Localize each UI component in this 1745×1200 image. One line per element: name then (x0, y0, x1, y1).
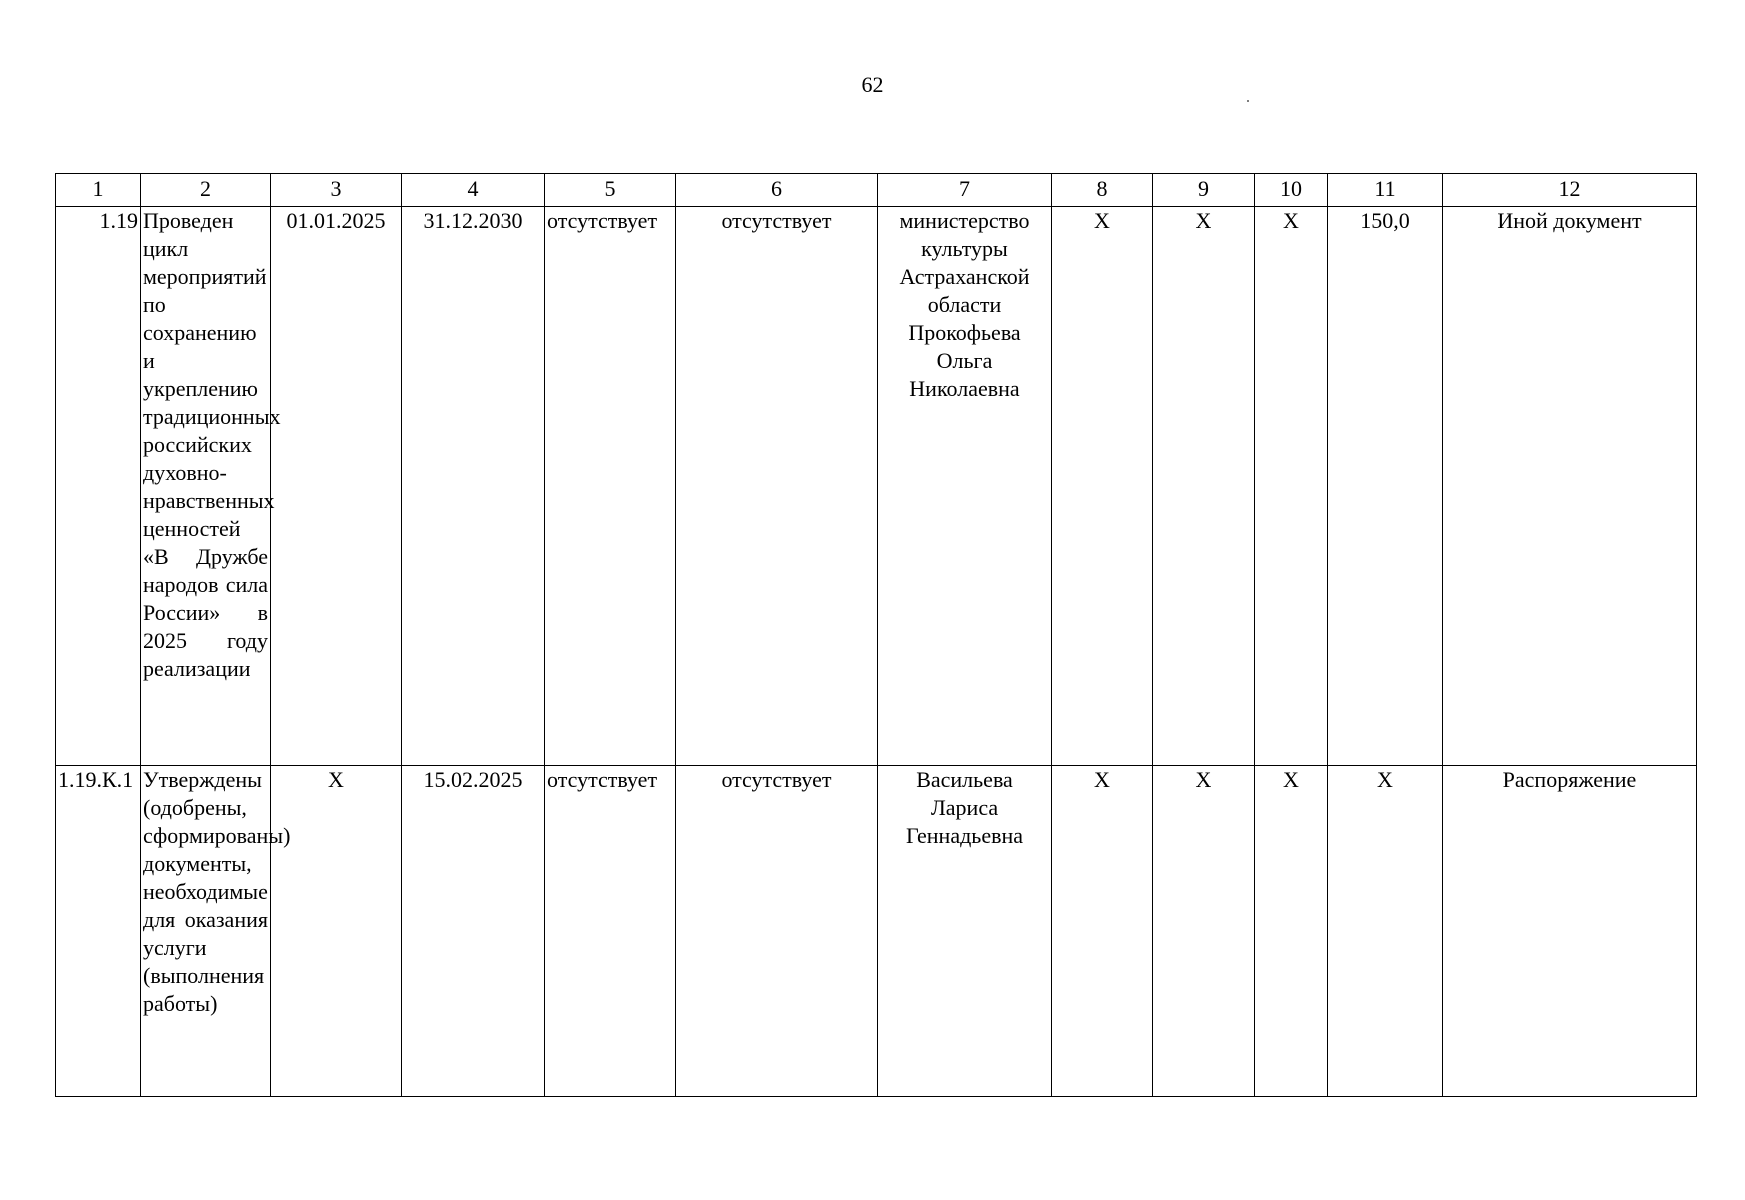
column-5-value: отсутствует (545, 766, 676, 1097)
column-9-value: X (1153, 766, 1255, 1097)
row-number: 1.19.К.1 (56, 766, 141, 1097)
start-date: X (271, 766, 402, 1097)
header-cell-11: 11 (1328, 174, 1443, 207)
column-6-value: отсутствует (676, 766, 878, 1097)
column-9-value: X (1153, 207, 1255, 766)
funding-amount: X (1328, 766, 1443, 1097)
column-6-value: отсутствует (676, 207, 878, 766)
responsible-person: министерство культуры Астраханской области Прокофьева Ольга Николаевна (878, 207, 1052, 766)
table-row (56, 766, 1697, 1097)
header-cell-12: 12 (1443, 174, 1697, 207)
header-cell-1: 1 (56, 174, 141, 207)
document-type: Распоряжение (1443, 766, 1697, 1097)
event-name: Проведен цикл мероприятий по сохранению и укреплению традиционных российских духовно-нравственных ценностей «В Дружбе народов сила России» в 2025 году реализации (141, 207, 271, 766)
funding-amount: 150,0 (1328, 207, 1443, 766)
column-10-value: X (1255, 207, 1328, 766)
column-10-value: X (1255, 766, 1328, 1097)
plan-table (55, 173, 1697, 1097)
row-number: 1.19 (56, 207, 141, 766)
header-cell-6: 6 (676, 174, 878, 207)
header-cell-7: 7 (878, 174, 1052, 207)
column-5-value: отсутствует (545, 207, 676, 766)
header-cell-10: 10 (1255, 174, 1328, 207)
column-8-value: X (1052, 766, 1153, 1097)
header-cell-9: 9 (1153, 174, 1255, 207)
end-date: 31.12.2030 (402, 207, 545, 766)
header-cell-2: 2 (141, 174, 271, 207)
table-row (56, 207, 1697, 766)
header-row (56, 174, 1697, 207)
header-cell-8: 8 (1052, 174, 1153, 207)
scan-speck (1247, 100, 1249, 102)
header-cell-4: 4 (402, 174, 545, 207)
end-date: 15.02.2025 (402, 766, 545, 1097)
header-cell-5: 5 (545, 174, 676, 207)
responsible-person: Васильева Лариса Геннадьевна (878, 766, 1052, 1097)
document-type: Иной документ (1443, 207, 1697, 766)
start-date: 01.01.2025 (271, 207, 402, 766)
header-cell-3: 3 (271, 174, 402, 207)
event-name: Утверждены (одобрены, сформированы) документы, необходимые для оказания услуги (выполнения работы) (141, 766, 271, 1097)
column-8-value: X (1052, 207, 1153, 766)
page-number: 62 (861, 72, 884, 97)
